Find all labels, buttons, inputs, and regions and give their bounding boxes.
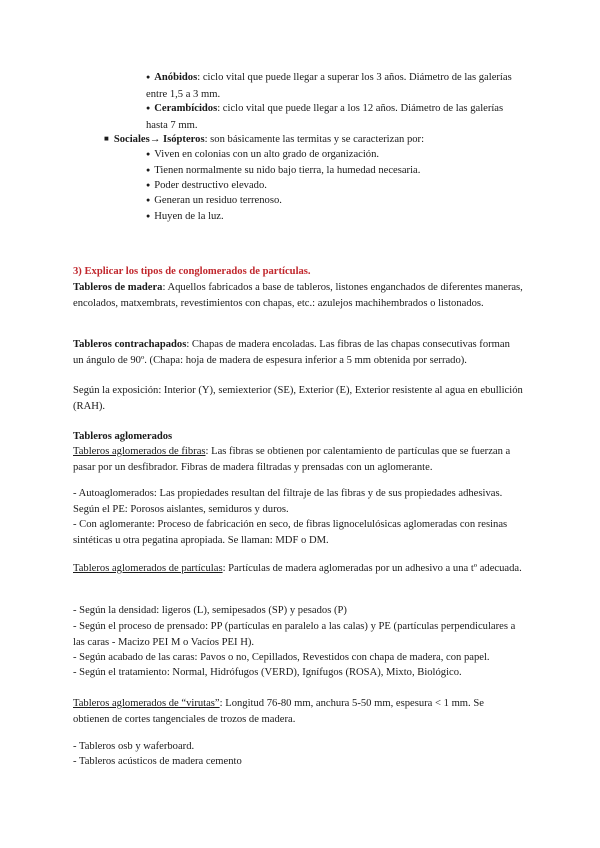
paragraph-osb: - Tableros osb y waferboard. (73, 741, 195, 752)
paragraph-particulas: Tableros aglomerados de partículas: Partículas de madera aglomeradas por un adhesivo a una tº adecuada. (73, 563, 522, 574)
paragraph-con-aglomerante: - Con aglomerante: Proceso de fabricación en seco, de fibras lignocelulósicas aglomeradas con resinas sintéticas u otra pegatina apropiada. Se llaman: MDF o DM. (73, 519, 508, 546)
paragraph-acusticos: - Tableros acústicos de madera cemento (73, 756, 242, 767)
subheading-aglomerados: Tableros aglomerados (73, 431, 173, 442)
paragraph-tableros-madera: Tableros de madera: Aquellos fabricados a base de tableros, listones enganchados de diferentes maneras, encolados, matxembrats, revestimientos con chapas, etc.: azulejos machihembrados o listonados. (73, 282, 523, 309)
list-item-cerambicidos: ● Cerambícidos: ciclo vital que puede llegar a los 12 años. Diámetro de las galerías hasta 7 mm. (146, 101, 526, 133)
list-item: ● Tienen normalmente su nido bajo tierra, la humedad necesaria. (146, 163, 526, 180)
paragraph-virutas: Tableros aglomerados de “virutas”: Longitud 76-80 mm, anchura 5-50 mm, espesura < 1 mm. Se obtienen de cortes tangenciales de trozos de madera. (73, 698, 484, 725)
paragraph-contrachapados: Tableros contrachapados: Chapas de madera encoladas. Las fibras de las chapas consecutivas forman un ángulo de 90º. (Chapa: hoja de madera de espesura inferior a 5 mm obtenida por serrado). (73, 339, 510, 366)
list-item: ● Viven en colonias con un alto grado de organización. (146, 147, 526, 164)
list-item: ● Generan un residuo terrenoso. (146, 193, 526, 210)
paragraph-prensado: - Según el proceso de prensado: PP (partículas en paralelo a las calas) y PE (partículas perpendiculares a las caras - Macizo PEI M o Vacíos PEI H). (73, 621, 516, 648)
list-item-anobidos: ● Anóbidos: ciclo vital que puede llegar a superar los 3 años. Diámetro de las galerías entre 1,5 a 3 mm. (146, 70, 526, 102)
paragraph-tratamiento: - Según el tratamiento: Normal, Hidrófugos (VERD), Ignífugos (ROSA), Mixto, Biológico. (73, 667, 462, 678)
paragraph-densidad: - Según la densidad: ligeros (L), semipesados (SP) y pesados (P) (73, 605, 347, 616)
paragraph-fibras: Tableros aglomerados de fibras: Las fibras se obtienen por calentamiento de partículas que se fuerzan a pasar por un desfibrador. Fibras de madera filtradas y prensadas con un aglomerante. (73, 446, 511, 473)
list-item: ● Huyen de la luz. (146, 209, 526, 226)
paragraph-acabado: - Según acabado de las caras: Pavos o no, Cepillados, Revestidos con chapa de madera, con papel. (73, 652, 490, 663)
paragraph-exposicion: Según la exposición: Interior (Y), semiexterior (SE), Exterior (E), Exterior resistente al agua en ebullición (RAH). (73, 385, 523, 412)
list-item: ● Poder destructivo elevado. (146, 178, 526, 195)
paragraph-autoaglomerados: - Autoaglomerados: Las propiedades resultan del filtraje de las fibras y de sus propiedades adhesivas. Según el PE: Porosos aislantes, semiduros y duros. (73, 488, 503, 515)
section-heading: 3) Explicar los tipos de conglomerados de partículas. (73, 266, 311, 277)
list-item-sociales: ■ Sociales→ Isópteros: son básicamente las termitas y se caracterizan por: (104, 132, 524, 148)
